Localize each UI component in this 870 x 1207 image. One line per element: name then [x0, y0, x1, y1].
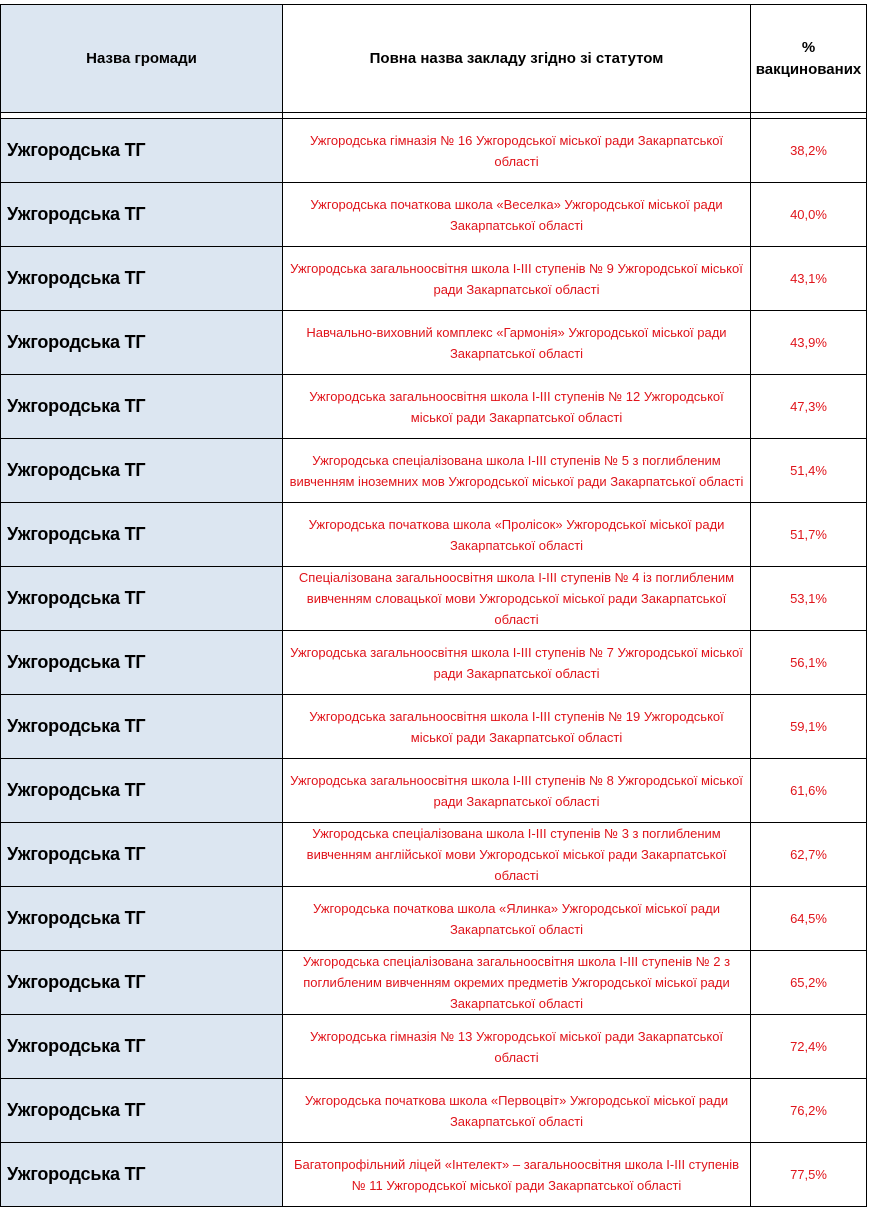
header-community: Назва громади	[1, 5, 283, 113]
institution-cell: Ужгородська початкова школа «Пролісок» Ужгородської міської ради Закарпатської області	[283, 503, 751, 567]
percent-cell: 64,5%	[751, 887, 867, 951]
institution-cell: Ужгородська початкова школа «Первоцвіт» Ужгородської міської ради Закарпатської області	[283, 1079, 751, 1143]
percent-cell: 53,1%	[751, 567, 867, 631]
percent-cell: 51,4%	[751, 439, 867, 503]
community-cell: Ужгородська ТГ	[1, 247, 283, 311]
table-row	[1, 439, 867, 503]
institution-cell: Спеціалізована загальноосвітня школа І-ІІІ ступенів № 4 із поглибленим вивченням словацької мови Ужгородської міської ради Закарпатської області	[283, 567, 751, 631]
institution-cell: Ужгородська спеціалізована школа І-ІІІ ступенів № 5 з поглибленим вивченням іноземних мов Ужгородської міської ради Закарпатської області	[283, 439, 751, 503]
community-cell: Ужгородська ТГ	[1, 631, 283, 695]
percent-cell: 40,0%	[751, 183, 867, 247]
table-row	[1, 631, 867, 695]
community-cell: Ужгородська ТГ	[1, 823, 283, 887]
community-cell: Ужгородська ТГ	[1, 951, 283, 1015]
table-row	[1, 311, 867, 375]
percent-cell: 76,2%	[751, 1079, 867, 1143]
institution-cell: Ужгородська початкова школа «Веселка» Ужгородської міської ради Закарпатської області	[283, 183, 751, 247]
institution-cell: Багатопрофільний ліцей «Інтелект» – загальноосвітня школа І-ІІІ ступенів № 11 Ужгородської міської ради Закарпатської області	[283, 1143, 751, 1207]
institution-cell: Ужгородська гімназія № 16 Ужгородської міської ради Закарпатської області	[283, 119, 751, 183]
header-percent: % вакцинованих	[751, 5, 867, 113]
institution-cell: Ужгородська початкова школа «Ялинка» Ужгородської міської ради Закарпатської області	[283, 887, 751, 951]
percent-cell: 51,7%	[751, 503, 867, 567]
table-row	[1, 1143, 867, 1207]
community-cell: Ужгородська ТГ	[1, 1015, 283, 1079]
community-cell: Ужгородська ТГ	[1, 183, 283, 247]
institution-cell: Навчально-виховний комплекс «Гармонія» Ужгородської міської ради Закарпатської області	[283, 311, 751, 375]
community-cell: Ужгородська ТГ	[1, 567, 283, 631]
institution-cell: Ужгородська спеціалізована школа І-ІІІ ступенів № 3 з поглибленим вивченням англійської мови Ужгородської міської ради Закарпатської області	[283, 823, 751, 887]
community-cell: Ужгородська ТГ	[1, 759, 283, 823]
community-cell: Ужгородська ТГ	[1, 119, 283, 183]
institution-cell: Ужгородська загальноосвітня школа І-ІІІ ступенів № 9 Ужгородської міської ради Закарпатської області	[283, 247, 751, 311]
community-cell: Ужгородська ТГ	[1, 503, 283, 567]
percent-cell: 62,7%	[751, 823, 867, 887]
community-cell: Ужгородська ТГ	[1, 1079, 283, 1143]
percent-cell: 43,1%	[751, 247, 867, 311]
institution-cell: Ужгородська загальноосвітня школа І-ІІІ ступенів № 8 Ужгородської міської ради Закарпатської області	[283, 759, 751, 823]
table-row	[1, 119, 867, 183]
community-cell: Ужгородська ТГ	[1, 887, 283, 951]
percent-cell: 77,5%	[751, 1143, 867, 1207]
community-cell: Ужгородська ТГ	[1, 439, 283, 503]
table-row	[1, 183, 867, 247]
percent-cell: 72,4%	[751, 1015, 867, 1079]
institution-cell: Ужгородська загальноосвітня школа І-ІІІ ступенів № 19 Ужгородської міської ради Закарпатської області	[283, 695, 751, 759]
table-row	[1, 695, 867, 759]
percent-cell: 59,1%	[751, 695, 867, 759]
community-cell: Ужгородська ТГ	[1, 311, 283, 375]
table-row	[1, 247, 867, 311]
table-row	[1, 823, 867, 887]
table-header-row	[1, 5, 867, 113]
institution-cell: Ужгородська загальноосвітня школа І-ІІІ ступенів № 7 Ужгородської міської ради Закарпатської області	[283, 631, 751, 695]
table-row	[1, 375, 867, 439]
vaccination-table	[0, 4, 867, 1207]
table-row	[1, 1015, 867, 1079]
percent-cell: 47,3%	[751, 375, 867, 439]
table-row	[1, 567, 867, 631]
table-row	[1, 1079, 867, 1143]
percent-cell: 56,1%	[751, 631, 867, 695]
percent-cell: 65,2%	[751, 951, 867, 1015]
community-cell: Ужгородська ТГ	[1, 695, 283, 759]
institution-cell: Ужгородська гімназія № 13 Ужгородської міської ради Закарпатської області	[283, 1015, 751, 1079]
header-institution: Повна назва закладу згідно зі статутом	[283, 5, 751, 113]
percent-cell: 43,9%	[751, 311, 867, 375]
table-body	[1, 119, 867, 1207]
community-cell: Ужгородська ТГ	[1, 1143, 283, 1207]
institution-cell: Ужгородська спеціалізована загальноосвітня школа І-ІІІ ступенів № 2 з поглибленим вивченням окремих предметів Ужгородської міської ради Закарпатської області	[283, 951, 751, 1015]
table-row	[1, 759, 867, 823]
table-row	[1, 503, 867, 567]
table-row	[1, 887, 867, 951]
community-cell: Ужгородська ТГ	[1, 375, 283, 439]
table-row	[1, 951, 867, 1015]
institution-cell: Ужгородська загальноосвітня школа І-ІІІ ступенів № 12 Ужгородської міської ради Закарпатської області	[283, 375, 751, 439]
percent-cell: 61,6%	[751, 759, 867, 823]
percent-cell: 38,2%	[751, 119, 867, 183]
